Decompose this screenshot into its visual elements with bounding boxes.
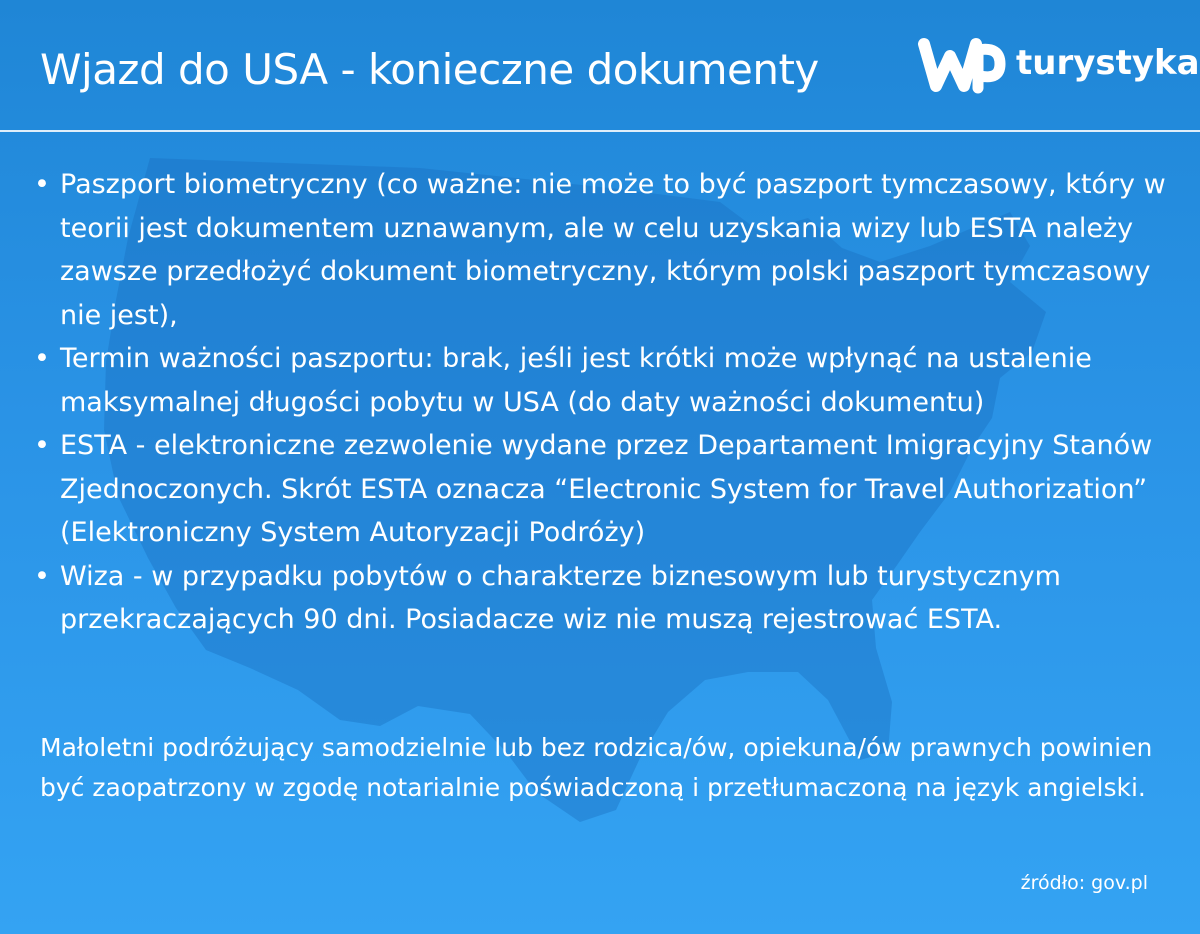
list-item <box>34 163 1194 337</box>
list-item-text: Paszport biometryczny (co ważne: nie może to być paszport tymczasowy, który w teorii jest dokumentem uznawanym, ale w celu uzyskania wizy lub ESTA należy zawsze przedłożyć dokument biometryczny, którym polski paszport tymczasowy nie jest), <box>60 169 1166 331</box>
header-divider <box>0 130 1200 132</box>
bullet-icon: • <box>34 560 50 592</box>
wp-logo-icon <box>916 36 1008 98</box>
source-label: źródło: gov.pl <box>1020 872 1148 894</box>
bullet-icon: • <box>34 343 50 374</box>
header <box>0 0 1200 130</box>
list-item-text: Wiza - w przypadku pobytów o charakterze biznesowym lub turystycznym przekraczających 90 dni. Posiadacze wiz nie muszą rejestrować ESTA. <box>60 560 1061 635</box>
logo-text: turystyka <box>1016 43 1200 83</box>
bullet-icon: • <box>34 169 50 200</box>
minors-note: Małoletni podróżujący samodzielnie lub bez rodzica/ów, opiekuna/ów prawnych powinien być zaopatrzony w zgodę notarialnie poświadczoną i przetłumaczoną na język angielski. <box>40 733 1153 802</box>
list-item <box>34 424 1194 555</box>
bullet-icon: • <box>34 430 50 461</box>
list-item-text: ESTA - elektroniczne zezwolenie wydane przez Departament Imigracyjny Stanów Zjednoczonych. Skrót ESTA oznacza “Electronic System for Travel Authorization” (Elektroniczny System Autoryzacji Podróży) <box>60 430 1153 548</box>
list-item-text: Termin ważności paszportu: brak, jeśli jest krótki może wpłynąć na ustalenie maksymalnej długości pobytu w USA (do daty ważności dokumentu) <box>60 343 1092 418</box>
requirements-list <box>34 163 1194 642</box>
page-title: Wjazd do USA - konieczne dokumenty <box>40 45 819 94</box>
brand-logo <box>916 36 1200 98</box>
list-item <box>34 337 1194 424</box>
list-item <box>34 555 1194 642</box>
